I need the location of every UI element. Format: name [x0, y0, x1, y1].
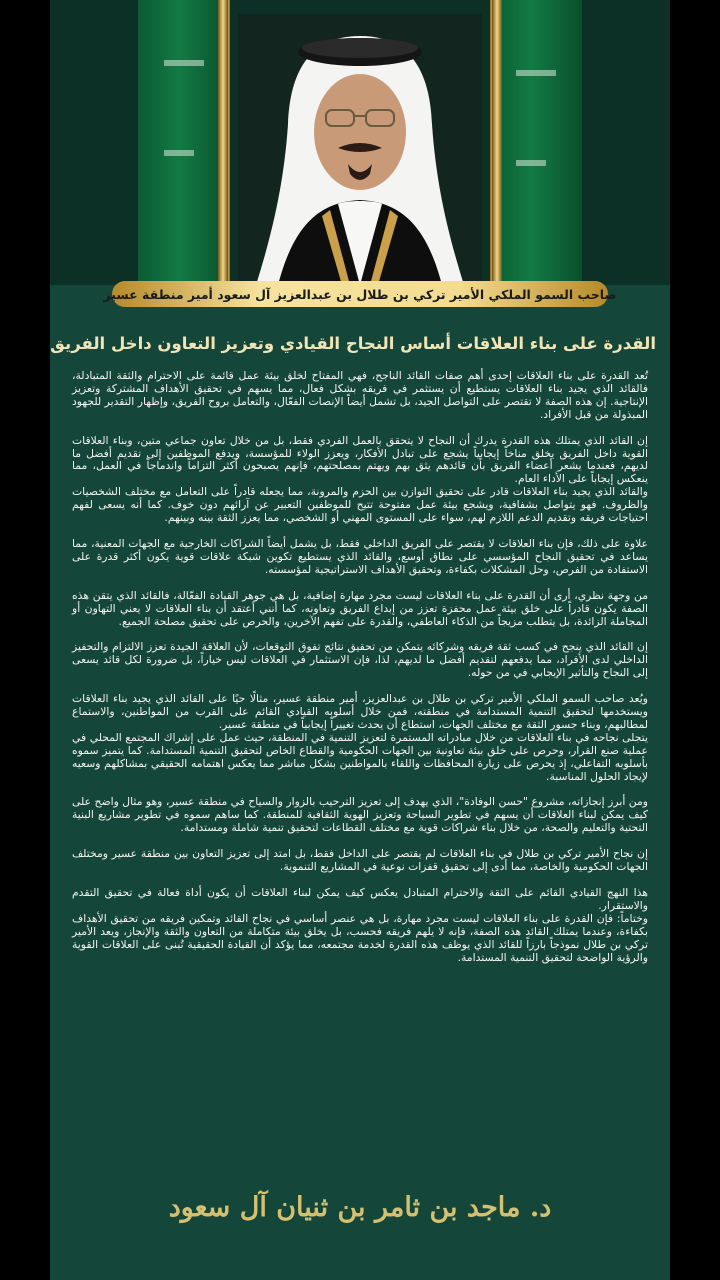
article-page — [50, 0, 670, 1280]
saudi-flag-left — [138, 0, 230, 285]
paragraph: تُعد القدرة على بناء العلاقات إحدى أهم صفات القائد الناجح، فهي المفتاح لخلق بيئة عمل قائمة على الاحترام والثقة المتبادلة، فالقائد الذي يجيد بناء العلاقات يستطيع أن يستثمر في فريقه بشكل فعال، مما يسهم في تحقيق الأهداف المشتركة وتعزيز الإنتاجية. إن هذه الصفة لا تقتصر على التواصل الجيد، بل تشمل أيضاً الإنصات الفعّال، والتعامل بروح الفريق، وإظهار التقدير للجهود المبذولة من قبل الأفراد. — [72, 369, 648, 421]
photo-caption: صاحب السمو الملكي الأمير تركي بن طلال بن عبدالعزيز آل سعود أمير منطقة عسير — [112, 281, 608, 307]
portrait-photo — [238, 14, 482, 285]
paragraph: إن القائد الذي يمتلك هذه القدرة يدرك أن النجاح لا يتحقق بالعمل الفردي فقط، بل من خلال تعاون جماعي متين، وبناء العلاقات القوية داخل الفريق يخلق مناخاً إيجابياً يشجع على تبادل الأفكار، ويعزز الولاء للمؤسسة، ويدفع الموظفين إلى تقديم أفضل ما لديهم، فعندما يشعر أعضاء الفريق بأن قائدهم يثق بهم ويهتم بمصلحتهم، فإنهم يصبحون أكثر التزاماً واندماجاً في العمل، مما ينعكس إيجاباً على الأداء العام. — [72, 433, 648, 486]
paragraph: ويُعد صاحب السمو الملكي الأمير تركي بن طلال بن عبدالعزيز، أمير منطقة عسير، مثالًا حيًا على القائد الذي يجيد بناء العلاقات ويستخدمها لتحقيق التنمية المستدامة في منطقته، فمن خلال أسلوبه القيادي القائم على القرب من المواطنين، والاستماع لمطالبهم، وبناء جسور الثقة مع مختلف الجهات، استطاع أن يحدث تغييراً إيجابياً في منطقة عسير. — [72, 692, 648, 731]
flag-pole-right — [492, 0, 502, 285]
article-body — [72, 370, 648, 977]
paragraph: من وجهة نظري، أرى أن القدرة على بناء العلاقات ليست مجرد مهارة إضافية، بل هي جوهر القيادة الفعّالة، فالقائد الذي يتقن هذه الصفة يكون قادراً على خلق بيئة عمل محفزة تعزز من إبداع الفريق وتعاونه، كما أنني أعتقد أن بناء العلاقات لا يعني التهاون أو المجاملة الزائدة، بل يتطلب مزيجاً من الذكاء العاطفي، والقدرة على تفهم الآخرين، والحرص على تحقيق مصلحة الجميع. — [72, 588, 648, 628]
paragraph: إن القائد الذي ينجح في كسب ثقة فريقه وشركائه يتمكن من تحقيق نتائج تفوق التوقعات، لأن العلاقة الجيدة تعزز الالتزام والتحفيز الداخلي لدى الأفراد، مما يدفعهم لتقديم أفضل ما لديهم، لذا، فإن الاستثمار في العلاقات ليس خياراً، بل ضرورة لكل قائد يسعى إلى النجاح والتأثير الإيجابي في من حوله. — [72, 640, 648, 680]
paragraph: علاوة على ذلك، فإن بناء العلاقات لا يقتصر على الفريق الداخلي فقط، بل يشمل أيضاً الشراكات الخارجية مع الجهات المعنية، مما يساعد في تحقيق النجاح المؤسسي على نطاق أوسع، والقائد الذي يستطيع تكوين شبكة علاقات قوية يكون أكثر قدرة على الاستفادة من الفرص، وحل المشكلات بكفاءة، وتحقيق الأهداف الاستراتيجية لمؤسسته. — [72, 536, 648, 576]
article-headline: القدرة على بناء العلاقات أساس النجاح القيادي وتعزيز التعاون داخل الفريق — [50, 334, 656, 353]
flag-pole-left — [218, 0, 228, 285]
paragraph: هذا النهج القيادي القائم على الثقة والاحترام المتبادل يعكس كيف يمكن لبناء العلاقات أن يكون أداة فعالة في تحقيق التقدم والاستقرار. — [72, 886, 648, 912]
paragraph: وختاماً: فإن القدرة على بناء العلاقات ليست مجرد مهارة، بل هي عنصر أساسي في نجاح القائد وتمكين فريقه من تحقيق الأهداف بكفاءة، وعندما يمتلك القائد هذه الصفة، فإنه لا يلهم فريقه فحسب، بل يخلق بيئة متكاملة من التعاون والثقة والإنجاز، ويعد الأمير تركي بن طلال نموذجاً بارزاً للقائد الذي يوظف هذه القدرة لخدمة مجتمعه، مما يؤكد أن القيادة الحقيقية تُبنى على العلاقات القوية والرؤية الواضحة لتحقيق التنمية المستدامة. — [72, 911, 648, 964]
paragraph: يتجلى نجاحه في بناء العلاقات من خلال مبادراته المستمرة لتعزيز التنمية في المنطقة، حيث عمل على إشراك المجتمع المحلي في عملية صنع القرار، وحرص على خلق بيئة تعاونية بين الجهات الحكومية والقطاع الخاص لتحقيق التنمية المستدامة. كما يتميز سموه بأسلوبه التفاعلي، إذ يحرص على زيارة المحافظات واللقاء بالمواطنين بشكل مباشر مما يعكس اهتمامه الحقيقي بمشاكلهم وسعيه لإيجاد الحلول المناسبة. — [72, 730, 648, 783]
paragraph: إن نجاح الأمير تركي بن طلال في بناء العلاقات لم يقتصر على الداخل فقط، بل امتد إلى تعزيز التعاون بين منطقة عسير ومختلف الجهات الحكومية والخاصة، مما أدى إلى تحقيق قفزات نوعية في المشاريع التنموية. — [72, 847, 648, 874]
paragraph: ومن أبرز إنجازاته، مشروع "حسن الوفادة"، الذي يهدف إلى تعزيز الترحيب بالزوار والسياح في منطقة عسير، وهو مثال واضح على كيف يمكن لبناء العلاقات أن يسهم في تطوير السياحة وتعزيز الهوية الثقافية للمنطقة. كما ساهم سموه في تطوير مشاريع البنية التحتية والتعليم والصحة، من خلال بناء شراكات قوية مع مختلف القطاعات لتحقيق تنمية شاملة ومستدامة. — [72, 795, 648, 835]
header-photo — [50, 0, 670, 285]
paragraph: والقائد الذي يجيد بناء العلاقات قادر على تحقيق التوازن بين الحزم والمرونة، مما يجعله قادراً على التعامل مع مختلف الشخصيات والظروف. فهو يتواصل بشفافية، ويشجع بيئة عمل مفتوحة تتيح للموظفين التعبير عن آرائهم دون خوف. كما أنه يسعى لفهم احتياجات فريقه وتقديم الدعم اللازم لهم، سواء على المستوى المهني أو الشخصي، مما يعزز الثقة بينه وبينهم. — [72, 485, 648, 525]
author-signature: د. ماجد بن ثامر بن ثنيان آل سعود — [168, 1192, 552, 1223]
saudi-flag-right — [490, 0, 582, 285]
